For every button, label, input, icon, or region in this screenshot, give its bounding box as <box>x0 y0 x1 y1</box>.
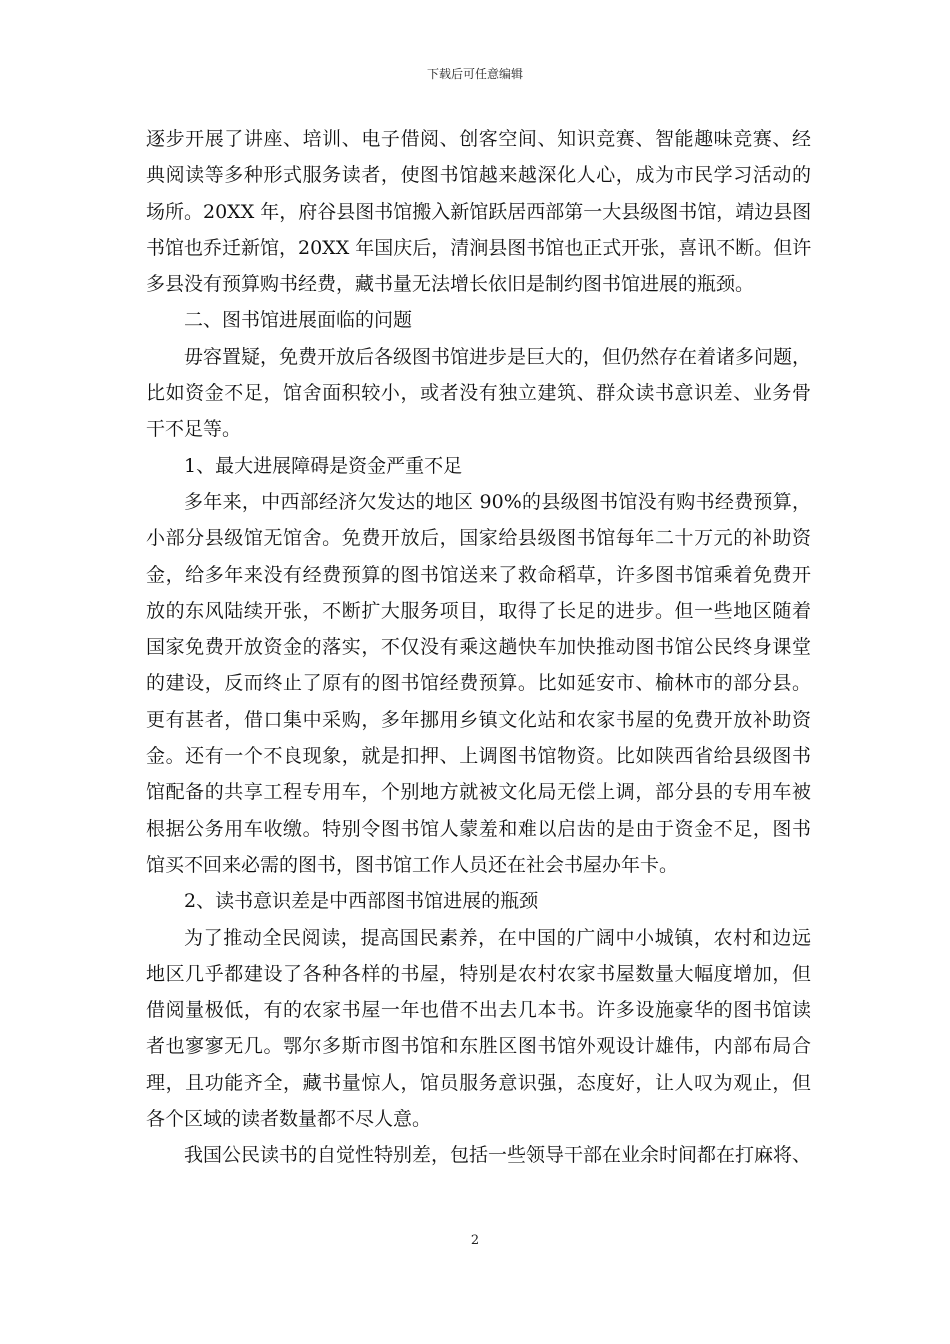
paragraph-line: 金，给多年来没有经费预算的图书馆送来了救命稻草，许多图书馆乘着免费开 <box>146 563 811 586</box>
page-header: 下载后可任意编辑 <box>426 67 523 81</box>
paragraph-line: 多县没有预算购书经费，藏书量无法增长依旧是制约图书馆进展的瓶颈。 <box>146 273 755 296</box>
paragraph-line: 馆配备的共享工程专用车，个别地方就被文化局无偿上调，部分县的专用车被 <box>146 781 811 804</box>
paragraph-line: 逐步开展了讲座、培训、电子借阅、创客空间、知识竞赛、智能趣味竞赛、经 <box>146 128 811 150</box>
page-number: 2 <box>470 1233 480 1248</box>
paragraph-line: 馆买不回来必需的图书，图书馆工作人员还在社会书屋办年卡。 <box>146 853 679 876</box>
paragraph-line: 毋容置疑，免费开放后各级图书馆进步是巨大的，但仍然存在着诸多问题， <box>184 345 812 368</box>
paragraph-line: 的建设，反而终止了原有的图书馆经费预算。比如延安市、榆林市的部分县。 <box>146 672 811 695</box>
paragraph-line: 理，且功能齐全，藏书量惊人，馆员服务意识强，态度好，让人叹为观止，但 <box>146 1071 811 1094</box>
section-heading: 二、图书馆进展面临的问题 <box>184 309 413 332</box>
paragraph-line: 根据公务用车收缴。特别令图书馆人蒙羞和难以启齿的是由于资金不足，图书 <box>146 817 811 840</box>
paragraph-line: 国家免费开放资金的落实，不仅没有乘这趟快车加快推动图书馆公民终身课堂 <box>146 636 811 659</box>
paragraph-line: 书馆也乔迁新馆，20XX 年国庆后，清涧县图书馆也正式开张，喜讯不断。但许 <box>146 236 812 259</box>
subsection-heading: 2、读书意识差是中西部图书馆进展的瓶颈 <box>184 890 539 913</box>
paragraph-line: 更有甚者，借口集中采购，多年挪用乡镇文化站和农家书屋的免费开放补助资 <box>146 708 811 731</box>
paragraph-line: 干不足等。 <box>146 418 242 441</box>
paragraph-line: 多年来，中西部经济欠发达的地区 90%的县级图书馆没有购书经费预算， <box>184 490 811 513</box>
paragraph-line: 各个区域的读者数量都不尽人意。 <box>146 1108 432 1131</box>
paragraph-line: 借阅量极低，有的农家书屋一年也借不出去几本书。许多设施豪华的图书馆读 <box>146 999 811 1022</box>
paragraph-line: 比如资金不足，馆舍面积较小，或者没有独立建筑、群众读书意识差、业务骨 <box>146 382 811 405</box>
paragraph-line: 典阅读等多种形式服务读者，使图书馆越来越深化人心，成为市民学习活动的 <box>146 164 811 187</box>
paragraph-line: 为了推动全民阅读，提高国民素养，在中国的广阔中小城镇，农村和边远 <box>184 926 811 949</box>
paragraph-line: 我国公民读书的自觉性特别差，包括一些领导干部在业余时间都在打麻将、 <box>184 1144 812 1167</box>
subsection-heading: 1、最大进展障碍是资金严重不足 <box>184 454 463 477</box>
paragraph-line: 放的东风陆续开张，不断扩大服务项目，取得了长足的进步。但一些地区随着 <box>146 599 811 622</box>
paragraph-line: 者也寥寥无几。鄂尔多斯市图书馆和东胜区图书馆外观设计雄伟，内部布局合 <box>146 1035 811 1058</box>
paragraph-line: 小部分县级馆无馆舍。免费开放后，国家给县级图书馆每年二十万元的补助资 <box>146 527 811 550</box>
paragraph-line: 地区几乎都建设了各种各样的书屋，特别是农村农家书屋数量大幅度增加，但 <box>146 962 811 985</box>
document-body <box>146 121 811 1174</box>
paragraph-line: 金。还有一个不良现象，就是扣押、上调图书馆物资。比如陕西省给县级图书 <box>146 745 811 768</box>
paragraph-line: 场所。20XX 年，府谷县图书馆搬入新馆跃居西部第一大县级图书馆，靖边县图 <box>146 200 812 223</box>
